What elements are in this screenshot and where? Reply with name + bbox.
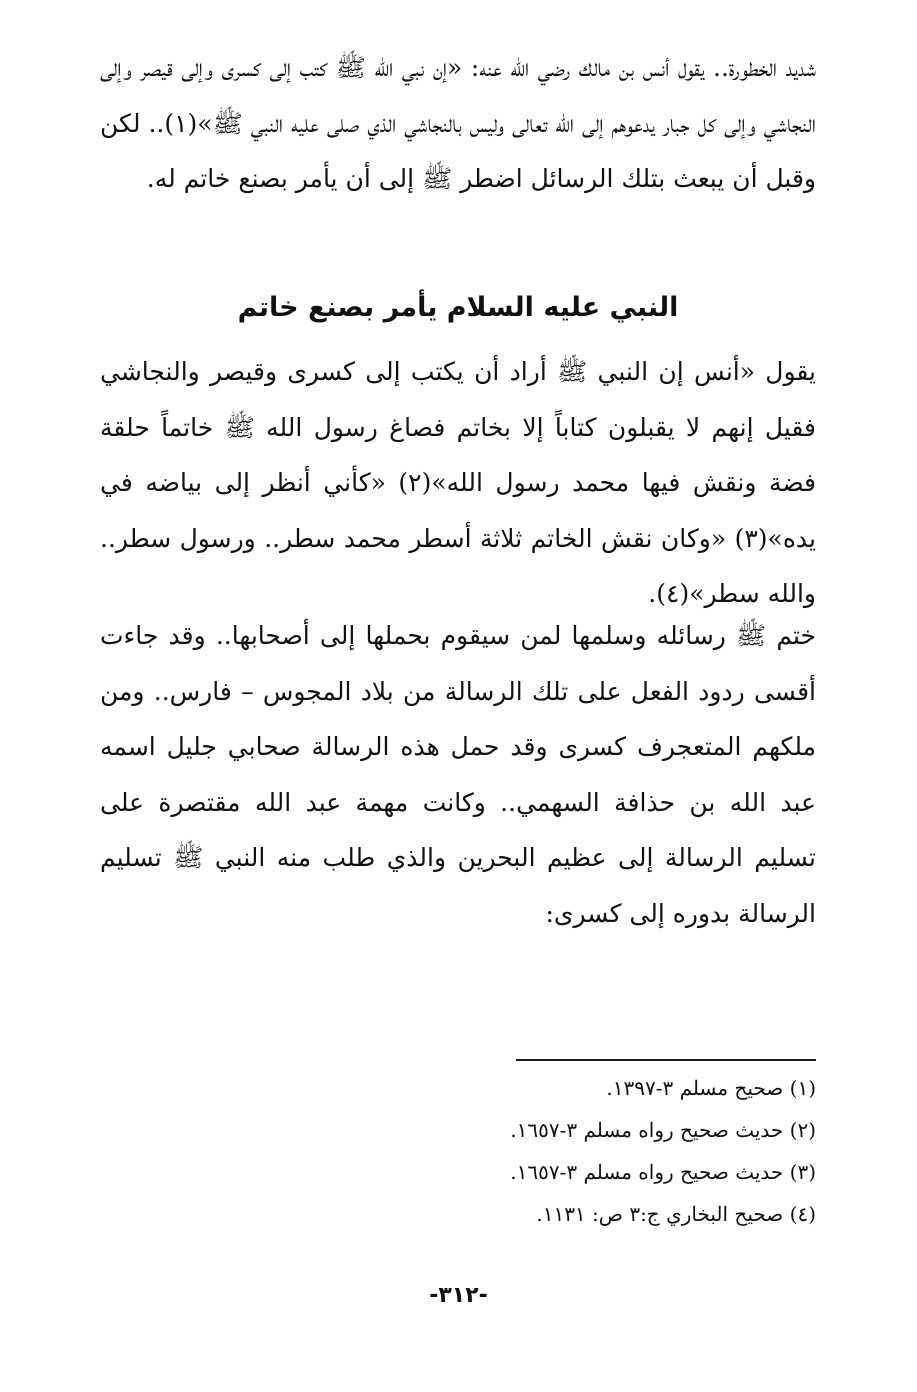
footnote-item: (١) صحيح مسلم ٣-١٣٩٧. — [606, 1076, 816, 1100]
footnote-divider — [516, 1059, 816, 1061]
body-paragraph: شديد الخطورة.. يقول أنس بن مالك رضي الله عنه: «إن نبي الله ﷺ كتب إلى كسرى وإلى قيصر وإلى النجاشي وإلى كل جبار يدعوهم إلى الله تعالى وليس بالنجاشي الذي صلى عليه النبي ﷺ»(١).. لكن وقبل أن يبعث بتلك الرسائل اضطر ﷺ إلى أن يأمر بصنع خاتم له. — [100, 53, 816, 193]
footnotes-list — [100, 1067, 816, 1235]
section-heading: النبي عليه السلام يأمر بصنع خاتم — [237, 292, 679, 323]
body-paragraph: يقول «أنس إن النبي ﷺ أراد أن يكتب إلى كسرى وقيصر والنجاشي فقيل إنهم لا يقبلون كتاباً إلا بخاتم فصاغ رسول الله ﷺ خاتماً حلقة فضة ونقش فيها محمد رسول الله»(٢) «كأني أنظر إلى بياضه في يده»(٣) «وكان نقش الخاتم ثلاثة أسطر محمد سطر.. ورسول سطر.. والله سطر»(٤). — [100, 357, 816, 608]
footnote-item: (٢) حديث صحيح رواه مسلم ٣-١٦٥٧. — [510, 1118, 816, 1142]
footnote-item: (٤) صحيح البخاري ج:٣ ص: ١١٣١. — [536, 1202, 816, 1226]
footnote-item: (٣) حديث صحيح رواه مسلم ٣-١٦٥٧. — [510, 1160, 816, 1184]
body-paragraph: ختم ﷺ رسائله وسلمها لمن سيقوم بحملها إلى أصحابها.. وقد جاءت أقسى ردود الفعل على تلك الرسالة من بلاد المجوس – فارس.. ومن ملكهم المتعجرف كسرى وقد حمل هذه الرسالة صحابي جليل اسمه عبد الله بن حذافة السهمي.. وكانت مهمة عبد الله مقتصرة على تسليم الرسالة إلى عظيم البحرين والذي طلب منه النبي ﷺ تسليم الرسالة بدوره إلى كسرى: — [100, 621, 816, 928]
page-number: -٣١٢- — [429, 1283, 488, 1308]
